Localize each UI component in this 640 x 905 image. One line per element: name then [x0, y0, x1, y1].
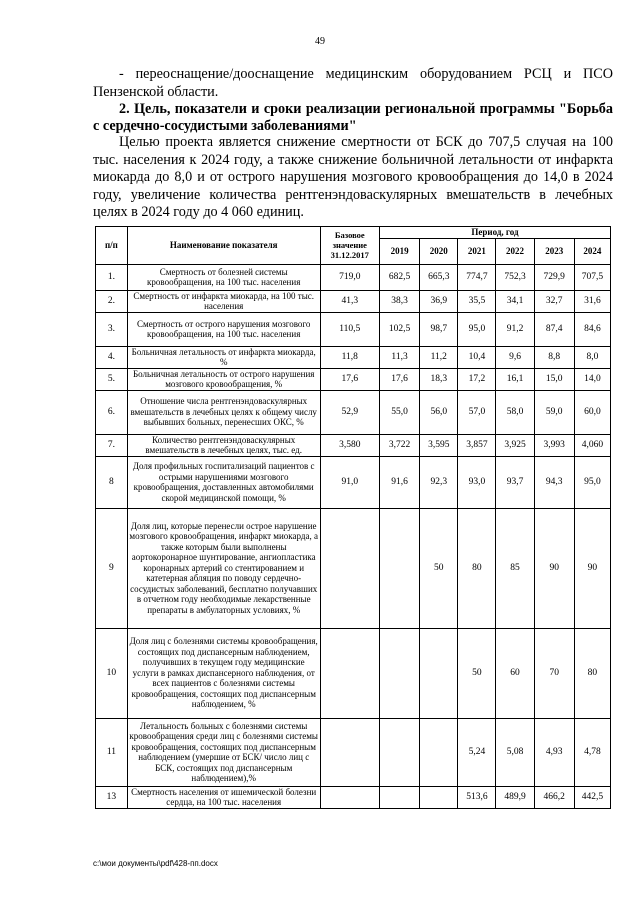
- year-value: 91,6: [379, 456, 419, 508]
- year-value: 5,24: [458, 718, 496, 786]
- year-value: 50: [458, 628, 496, 718]
- year-value: 3,595: [420, 434, 458, 456]
- header-base: Базовое значение 31.12.2017: [320, 227, 379, 265]
- indicator-name: Смертность от болезней системы кровообращения, на 100 тыс. населения: [127, 264, 320, 290]
- indicator-name: Смертность от инфаркта миокарда, на 100 тыс. населения: [127, 290, 320, 312]
- row-number: 4.: [96, 346, 128, 368]
- row-number: 8: [96, 456, 128, 508]
- year-value: 38,3: [379, 290, 419, 312]
- row-number: 13: [96, 786, 128, 808]
- year-value: 707,5: [574, 264, 610, 290]
- year-value: 50: [420, 508, 458, 628]
- year-value: 60: [496, 628, 534, 718]
- base-value: 3,580: [320, 434, 379, 456]
- year-value: 8,0: [574, 346, 610, 368]
- indicators-table: [95, 226, 611, 809]
- table-row: [96, 628, 611, 718]
- base-value: 719,0: [320, 264, 379, 290]
- year-value: [379, 718, 419, 786]
- year-value: 32,7: [534, 290, 574, 312]
- year-value: 102,5: [379, 312, 419, 346]
- indicator-name: Доля лиц с болезнями системы кровообращения, состоящих под диспансерным наблюдением, получивших в текущем году медицинские услуги в рамках диспансерного наблюдения, от всех пациентов с болезнями системы кровообращения, состоящих под диспансерным наблюдением, %: [127, 628, 320, 718]
- indicator-name: Больничная летальность от острого нарушения мозгового кровообращения, %: [127, 368, 320, 390]
- base-value: [320, 628, 379, 718]
- year-value: 94,3: [534, 456, 574, 508]
- year-value: 11,3: [379, 346, 419, 368]
- page-number: 49: [315, 36, 325, 47]
- year-value: 57,0: [458, 390, 496, 434]
- row-number: 5.: [96, 368, 128, 390]
- indicator-name: Количество рентгенэндоваскулярных вмешательств в лечебных целях, тыс. ед.: [127, 434, 320, 456]
- table-row: [96, 368, 611, 390]
- base-value: 52,9: [320, 390, 379, 434]
- base-value: 17,6: [320, 368, 379, 390]
- year-value: 3,857: [458, 434, 496, 456]
- indicator-name: Отношение числа рентгенэндоваскулярных вмешательств в лечебных целях к общему числу выбывших больных, перенесших ОКС, %: [127, 390, 320, 434]
- year-value: 59,0: [534, 390, 574, 434]
- year-value: 70: [534, 628, 574, 718]
- table-row: [96, 786, 611, 808]
- year-value: 14,0: [574, 368, 610, 390]
- year-value: 4,93: [534, 718, 574, 786]
- header-num: п/п: [96, 227, 128, 265]
- year-value: 93,7: [496, 456, 534, 508]
- row-number: 10: [96, 628, 128, 718]
- indicator-name: Больничная летальность от инфаркта миокарда, %: [127, 346, 320, 368]
- table-row: [96, 312, 611, 346]
- table-row: [96, 434, 611, 456]
- year-value: [420, 786, 458, 808]
- base-value: 91,0: [320, 456, 379, 508]
- year-value: 4,78: [574, 718, 610, 786]
- year-value: 90: [534, 508, 574, 628]
- row-number: 3.: [96, 312, 128, 346]
- year-value: 16,1: [496, 368, 534, 390]
- header-name: Наименование показателя: [127, 227, 320, 265]
- indicator-name: Летальность больных с болезнями системы кровообращения среди лиц с болезнями системы кровообращения, состоящих под диспансерным наблюдением (умершие от БСК/ число лиц с БСК, состоящих под диспансерным наблюдением),%: [127, 718, 320, 786]
- year-value: 93,0: [458, 456, 496, 508]
- year-value: 80: [458, 508, 496, 628]
- year-value: 34,1: [496, 290, 534, 312]
- year-value: 58,0: [496, 390, 534, 434]
- indicator-name: Доля лиц, которые перенесли острое нарушение мозгового кровообращения, инфаркт миокарда, а также которым были выполнены аортокоронарное шунтирование, ангиопластика коронарных артерий со стентированием и катетерная абляция по поводу сердечно-сосудистых заболеваний, бесплатно получавших в отчетном году необходимые лекарственные препараты в амбулаторных условиях, %: [127, 508, 320, 628]
- year-value: 442,5: [574, 786, 610, 808]
- footer-path: c:\мои документы\pdf\428-пп.docx: [93, 859, 218, 868]
- year-value: 95,0: [458, 312, 496, 346]
- year-value: 489,9: [496, 786, 534, 808]
- header-year: 2019: [379, 238, 419, 264]
- year-value: 55,0: [379, 390, 419, 434]
- year-value: 87,4: [534, 312, 574, 346]
- base-value: 41,3: [320, 290, 379, 312]
- year-value: [379, 786, 419, 808]
- year-value: 95,0: [574, 456, 610, 508]
- year-value: 3,722: [379, 434, 419, 456]
- year-value: 90: [574, 508, 610, 628]
- row-number: 7.: [96, 434, 128, 456]
- base-value: [320, 508, 379, 628]
- year-value: 3,993: [534, 434, 574, 456]
- header-year: 2023: [534, 238, 574, 264]
- year-value: 466,2: [534, 786, 574, 808]
- year-value: 17,6: [379, 368, 419, 390]
- header-year: 2022: [496, 238, 534, 264]
- year-value: 513,6: [458, 786, 496, 808]
- indicator-name: Доля профильных госпитализаций пациентов с острыми нарушениями мозгового кровообращения, доставленных автомобилями скорой медицинской помощи, %: [127, 456, 320, 508]
- year-value: 15,0: [534, 368, 574, 390]
- year-value: [420, 718, 458, 786]
- indicator-name: Смертность от острого нарушения мозгового кровообращения, на 100 тыс. населения: [127, 312, 320, 346]
- table-row: [96, 456, 611, 508]
- year-value: 682,5: [379, 264, 419, 290]
- year-value: 18,3: [420, 368, 458, 390]
- year-value: [420, 628, 458, 718]
- header-year: 2024: [574, 238, 610, 264]
- year-value: [379, 628, 419, 718]
- header-year: 2020: [420, 238, 458, 264]
- year-value: 91,2: [496, 312, 534, 346]
- table-row: [96, 264, 611, 290]
- year-value: 5,08: [496, 718, 534, 786]
- year-value: 60,0: [574, 390, 610, 434]
- indicator-name: Смертность населения от ишемической болезни сердца, на 100 тыс. населения: [127, 786, 320, 808]
- table-row: [96, 718, 611, 786]
- year-value: 3,925: [496, 434, 534, 456]
- year-value: 10,4: [458, 346, 496, 368]
- table-row: [96, 508, 611, 628]
- year-value: 774,7: [458, 264, 496, 290]
- year-value: 80: [574, 628, 610, 718]
- year-value: 4,060: [574, 434, 610, 456]
- year-value: 84,6: [574, 312, 610, 346]
- row-number: 6.: [96, 390, 128, 434]
- row-number: 9: [96, 508, 128, 628]
- year-value: 11,2: [420, 346, 458, 368]
- table-row: [96, 346, 611, 368]
- row-number: 11: [96, 718, 128, 786]
- table-row: [96, 390, 611, 434]
- paragraph-intro: - переоснащение/дооснащение медицинским оборудованием РСЦ и ПСО Пензенской области.: [93, 66, 613, 100]
- year-value: 31,6: [574, 290, 610, 312]
- section-heading: 2. Цель, показатели и сроки реализации региональной программы "Борьба с сердечно-сосудистыми заболеваниями": [93, 101, 613, 134]
- year-value: 98,7: [420, 312, 458, 346]
- header-period: Период, год: [379, 227, 610, 239]
- year-value: 17,2: [458, 368, 496, 390]
- year-value: 752,3: [496, 264, 534, 290]
- table-row: [96, 290, 611, 312]
- year-value: [379, 508, 419, 628]
- row-number: 1.: [96, 264, 128, 290]
- base-value: [320, 718, 379, 786]
- year-value: 56,0: [420, 390, 458, 434]
- year-value: 729,9: [534, 264, 574, 290]
- year-value: 92,3: [420, 456, 458, 508]
- base-value: 110,5: [320, 312, 379, 346]
- year-value: 85: [496, 508, 534, 628]
- year-value: 35,5: [458, 290, 496, 312]
- base-value: 11,8: [320, 346, 379, 368]
- header-year: 2021: [458, 238, 496, 264]
- paragraph-goal: Целью проекта является снижение смертности от БСК до 707,5 случая на 100 тыс. населения к 2024 году, а также снижение больничной летальности от инфаркта миокарда до 8,0 и от острого нарушения мозгового кровообращения до 14,0 в 2024 году, увеличение количества рентгенэндоваскулярных вмешательств в лечебных целях в 2024 году до 4 060 единиц.: [93, 134, 613, 220]
- year-value: 36,9: [420, 290, 458, 312]
- year-value: 9,6: [496, 346, 534, 368]
- year-value: 665,3: [420, 264, 458, 290]
- row-number: 2.: [96, 290, 128, 312]
- year-value: 8,8: [534, 346, 574, 368]
- base-value: [320, 786, 379, 808]
